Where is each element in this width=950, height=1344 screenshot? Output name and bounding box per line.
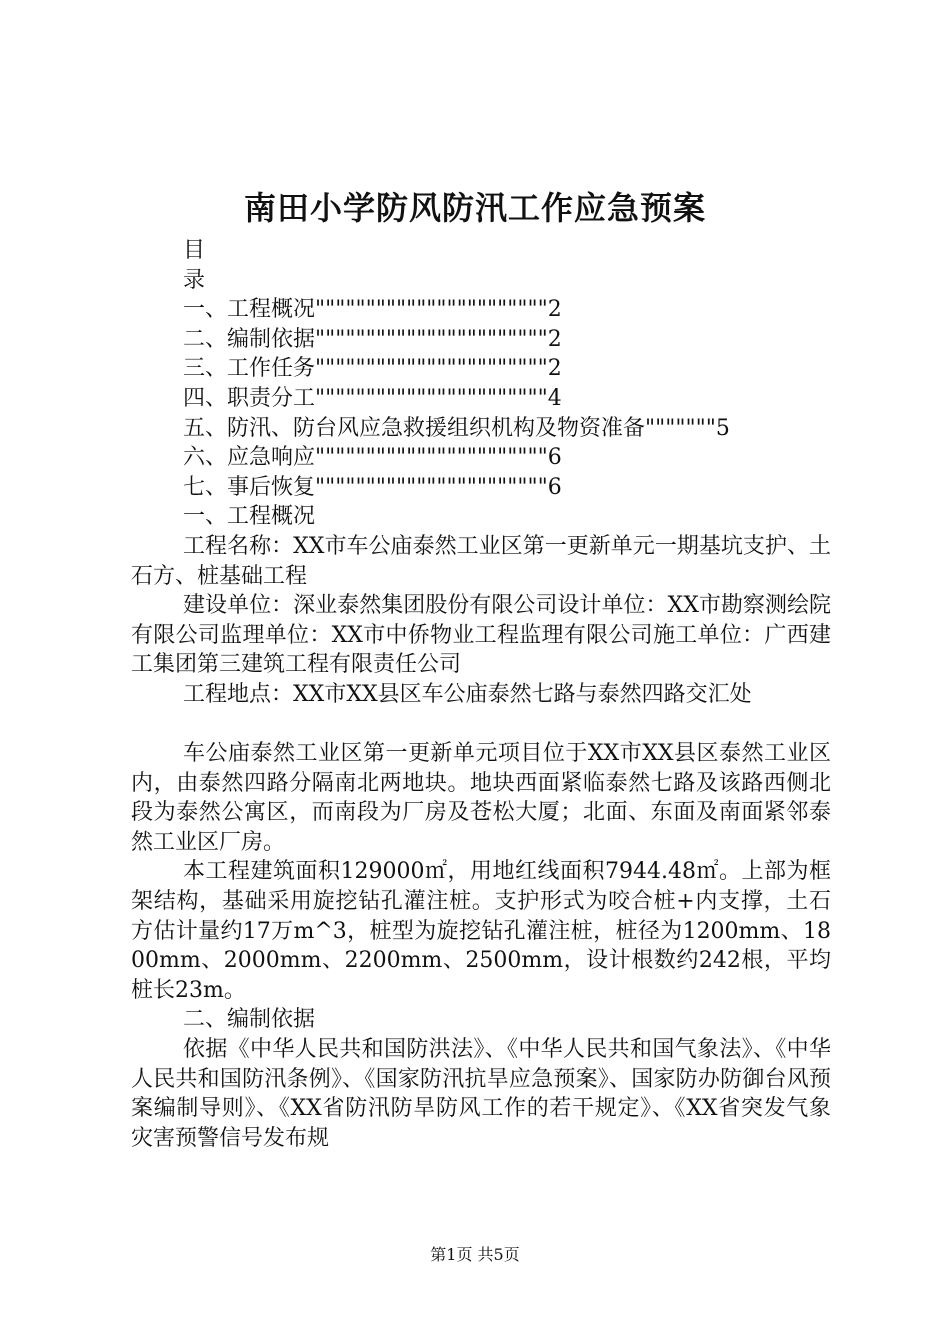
project-name-paragraph: 工程名称：XX市车公庙泰然工业区第一更新单元一期基坑支护、土石方、桩基础工程 — [131, 533, 831, 589]
blank-line — [131, 710, 831, 740]
toc-item[interactable]: 四、职责分工"""""""""""""""""""""""4 — [183, 385, 562, 411]
toc-item[interactable]: 五、防汛、防台风应急救援组织机构及物资准备"""""""5 — [183, 415, 730, 441]
units-paragraph: 建设单位：深业泰然集团股份有限公司设计单位：XX市勘察测绘院有限公司监理单位：XX市中侨物业工程监理有限公司施工单位：广西建工集团第三建筑工程有限责任公司 — [131, 593, 831, 678]
document-body — [131, 236, 831, 1153]
toc-heading-2: 录 — [183, 267, 206, 293]
toc-item[interactable]: 七、事后恢复"""""""""""""""""""""""6 — [183, 474, 562, 500]
page-footer: 第1页 共5页 — [430, 1245, 520, 1264]
site-paragraph: 车公庙泰然工业区第一更新单元项目位于XX市XX县区泰然工业区内，由泰然四路分隔南北两地块。地块西面紧临泰然七路及该路西侧北段为泰然公寓区，而南段为厂房及苍松大厦；北面、东面及南面紧邻泰然工业区厂房。 — [131, 741, 831, 855]
document-title: 南田小学防风防汛工作应急预案 — [243, 189, 706, 227]
toc-heading-1: 目 — [183, 238, 206, 263]
toc-item[interactable]: 二、编制依据"""""""""""""""""""""""2 — [183, 326, 562, 352]
location-paragraph: 工程地点：XX市XX县区车公庙泰然七路与泰然四路交汇处 — [183, 681, 752, 707]
section-heading: 二、编制依据 — [183, 1007, 316, 1033]
toc-item[interactable]: 六、应急响应"""""""""""""""""""""""6 — [183, 445, 562, 471]
scale-paragraph: 本工程建筑面积129000㎡，用地红线面积7944.48㎡。上部为框架结构，基础采用旋挖钻孔灌注桩。支护形式为咬合桩+内支撑，土石方估计量约17万m^3，桩型为旋挖钻孔灌注桩，桩径为1200mm、1800mm、2000mm、2200mm、2500mm，设计根数约242根，平均桩长23m。 — [131, 859, 831, 1003]
basis-paragraph: 依据《中华人民共和国防洪法》、《中华人民共和国气象法》、《中华人民共和国防汛条例》、《国家防汛抗旱应急预案》、国家防办防御台风预案编制导则》、《XX省防汛防旱防风工作的若干规定》、《XX省突发气象灾害预警信号发布规 — [131, 1037, 831, 1151]
toc-item[interactable]: 一、工程概况"""""""""""""""""""""""2 — [183, 297, 562, 323]
section-heading: 一、工程概况 — [183, 504, 316, 530]
toc-item[interactable]: 三、工作任务"""""""""""""""""""""""2 — [183, 356, 562, 382]
